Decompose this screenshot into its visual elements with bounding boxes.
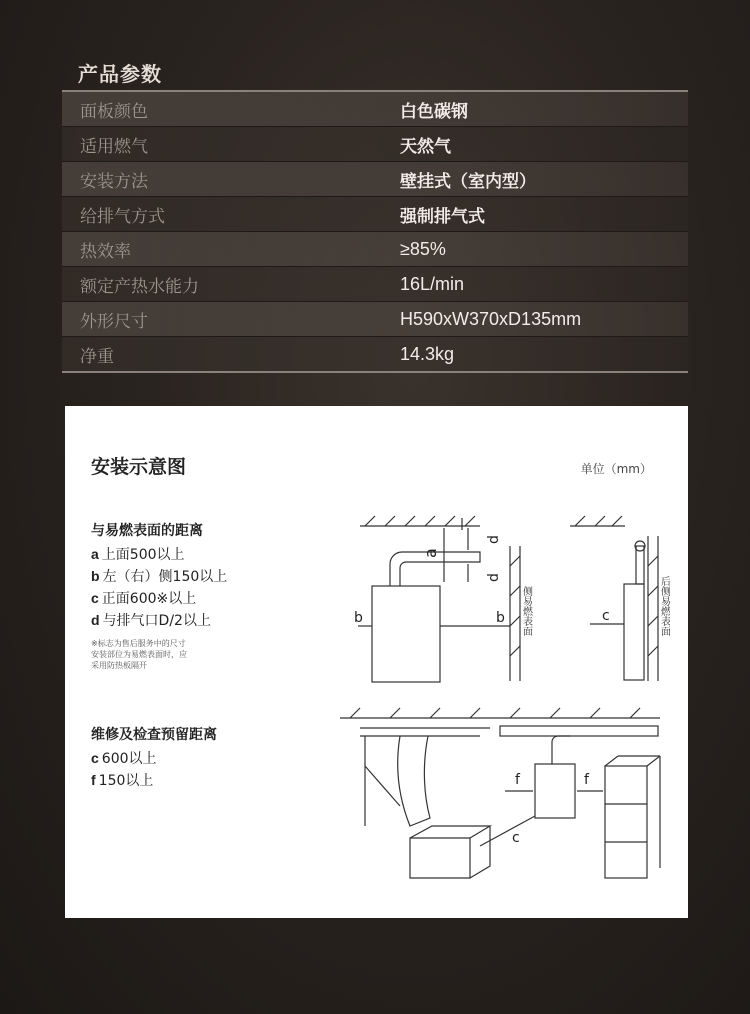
install-title: 安装示意图 <box>91 456 187 478</box>
item-text: 150以上 <box>98 773 154 789</box>
dim-c-label: c <box>602 608 610 624</box>
cabinet <box>605 756 660 878</box>
dim-c-label: c <box>512 830 520 846</box>
item-key: b <box>91 568 100 584</box>
spec-label: 给排气方式 <box>80 206 165 227</box>
dim-b-label: b <box>354 610 363 626</box>
spec-label: 外形尺寸 <box>80 311 148 332</box>
spec-label: 净重 <box>80 346 114 367</box>
item-key: c <box>91 750 99 766</box>
spec-value: ≥85% <box>400 238 446 259</box>
heater-side <box>624 584 644 680</box>
dim-c-line <box>480 816 535 846</box>
spec-row <box>62 197 688 232</box>
duct <box>500 726 658 736</box>
note-line: ※标志为售后服务中的尺寸 <box>91 639 186 648</box>
spec-value: 14.3kg <box>400 343 455 364</box>
dim-d-label: d <box>486 535 502 544</box>
item-text: 正面600※以上 <box>101 591 197 607</box>
dim-b-label: b <box>496 610 505 626</box>
spec-value: 强制排气式 <box>400 206 485 227</box>
clearance-title: 与易燃表面的距离 <box>91 523 203 539</box>
spec-value: 16L/min <box>400 273 465 294</box>
rear-surface-label: 后侧易燃表面 <box>658 576 670 636</box>
clearance-item <box>91 544 185 564</box>
spec-table <box>62 90 688 373</box>
item-key: f <box>91 772 96 788</box>
maintenance-item <box>91 748 157 768</box>
maintenance-title: 维修及检查预留距离 <box>91 727 217 743</box>
spec-label: 安装方法 <box>80 171 148 192</box>
curtain-rod <box>360 728 490 736</box>
spec-label: 额定产热水能力 <box>80 276 199 297</box>
spec-row <box>62 162 688 197</box>
maintenance-item <box>91 770 153 790</box>
spec-row <box>62 92 688 127</box>
spec-row <box>62 232 688 267</box>
unit-label: 单位（mm） <box>580 462 652 476</box>
spec-label: 热效率 <box>80 241 131 262</box>
spec-label: 适用燃气 <box>80 136 148 157</box>
spec-value: 天然气 <box>400 136 451 157</box>
dim-a-label: a <box>421 548 440 558</box>
spec-row <box>62 337 688 371</box>
window-frame <box>365 736 400 826</box>
item-text: 600以上 <box>101 751 157 767</box>
heater-front <box>372 586 440 682</box>
spec-row <box>62 127 688 162</box>
spec-value: 壁挂式（室内型） <box>400 171 536 192</box>
maintenance-diagram <box>340 706 670 886</box>
item-key: a <box>91 546 99 562</box>
item-text: 左（右）侧150以上 <box>102 569 228 585</box>
clearance-item <box>91 610 211 630</box>
item-text: 上面500以上 <box>101 547 185 563</box>
curtain <box>398 736 430 826</box>
item-text: 与排气口D/2以上 <box>102 613 211 629</box>
clearance-note <box>91 638 187 671</box>
spec-value: H590xW370xD135mm <box>400 308 582 329</box>
item-key: c <box>91 590 99 606</box>
section-title: 产品参数 <box>78 62 162 86</box>
spec-row <box>62 302 688 337</box>
install-panel <box>65 406 688 918</box>
clearance-item <box>91 588 196 608</box>
pipe <box>552 736 570 764</box>
note-line: 安装部位为易燃表面时，应 <box>91 650 187 659</box>
ceiling-hatch-right <box>570 516 625 526</box>
spec-value: 白色碳钢 <box>400 101 468 122</box>
clearance-item <box>91 566 227 586</box>
spec-label: 面板颜色 <box>80 101 148 122</box>
dim-f-label: f <box>515 772 520 788</box>
spec-row <box>62 267 688 302</box>
box <box>410 826 490 878</box>
ceiling-hatch <box>350 708 640 718</box>
dim-d-label: d <box>486 573 502 582</box>
clearance-diagram <box>350 506 670 696</box>
side-wall <box>510 546 520 681</box>
heater <box>535 764 575 818</box>
note-line: 采用防热板隔开 <box>91 661 147 670</box>
side-surface-label: 侧易燃表面 <box>520 586 532 636</box>
rear-wall <box>648 536 658 681</box>
dim-f-label: f <box>584 772 589 788</box>
item-key: d <box>91 612 100 628</box>
